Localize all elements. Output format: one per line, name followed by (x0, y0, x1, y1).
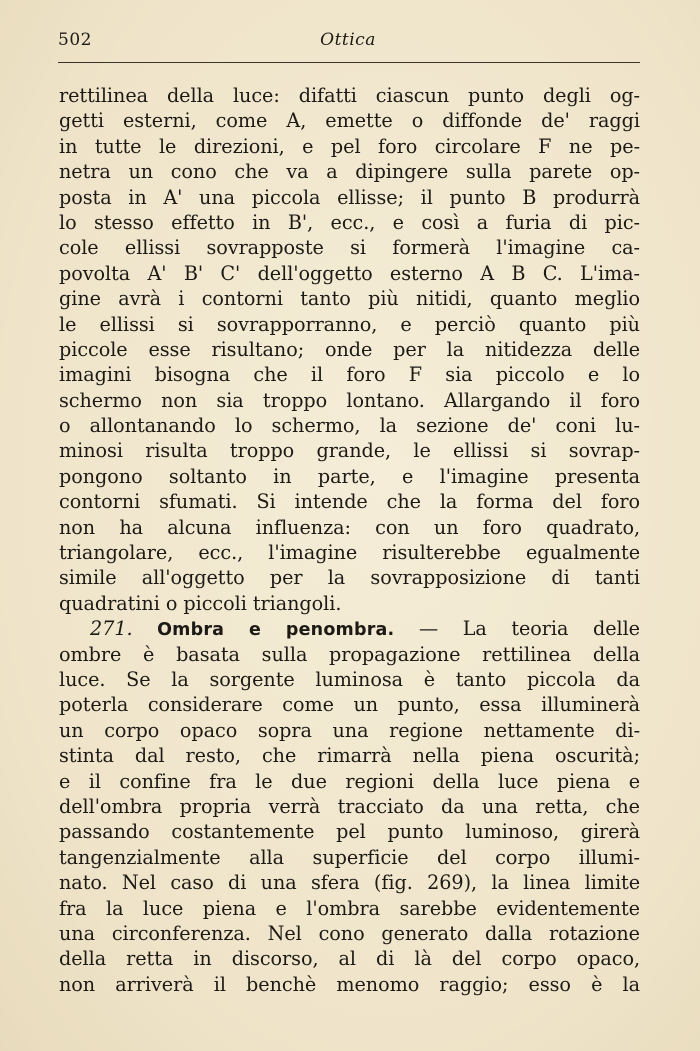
text-line: una circonferenza. Nel cono generato dalla rotazione (59, 921, 640, 945)
text-line: piccole esse risultano; onde per la nitidezza delle (59, 337, 640, 361)
page-header (58, 30, 638, 56)
text-line: netra un cono che va a dipingere sulla parete op- (59, 160, 640, 184)
section-first-line-text: — La teoria delle (418, 617, 640, 641)
section-number: 271. (90, 617, 133, 641)
text-line: rettilinea della luce: difatti ciascun punto degli og- (59, 84, 640, 107)
text-line: poterla considerare come un punto, essa illuminerà (59, 693, 640, 717)
section-heading-line (59, 616, 640, 641)
text-line: un corpo opaco sopra una regione nettamente di- (59, 718, 640, 742)
text-line: pongono soltanto in parte, e l'imagine presenta (59, 464, 640, 488)
text-line: imagini bisogna che il foro F sia piccolo e lo (59, 363, 640, 387)
text-line: cole ellissi sovrapposte si formerà l'imagine ca- (59, 236, 640, 260)
text-line: della retta in discorso, al di là del corpo opaco, (59, 947, 640, 971)
text-line: non ha alcuna influenza: con un foro quadrato, (59, 515, 640, 539)
text-line: schermo non sia troppo lontano. Allargando il foro (59, 388, 640, 412)
text-line: quadratini o piccoli triangoli. (59, 591, 342, 615)
text-line: posta in A' una piccola ellisse; il punto B produrrà (59, 185, 640, 209)
text-line: povolta A' B' C' dell'oggetto esterno A B C. L'ima- (59, 261, 640, 285)
text-line: triangolare, ecc., l'imagine risulterebbe egualmente (59, 541, 640, 565)
section-title: Ombra e penombra. (157, 620, 395, 641)
text-line: simile all'oggetto per la sovrapposizione di tanti (59, 566, 640, 590)
text-line: lo stesso effetto in B', ecc., e così a furia di pic- (59, 210, 640, 234)
text-line: stinta dal resto, che rimarrà nella piena oscurità; (59, 744, 640, 768)
text-line: dell'ombra propria verrà tracciato da una retta, che (59, 794, 640, 818)
text-line: ombre è basata sulla propagazione rettilinea della (59, 642, 640, 666)
running-title: Ottica (320, 30, 376, 50)
text-line: minosi risulta troppo grande, le ellissi si sovrap- (59, 439, 640, 463)
page-body (59, 83, 640, 997)
text-line: nato. Nel caso di una sfera (fig. 269), la linea limite (59, 871, 640, 895)
text-line: contorni sfumati. Si intende che la forma del foro (59, 490, 640, 514)
text-line: passando costantemente pel punto luminoso, girerà (59, 820, 640, 844)
text-line: luce. Se la sorgente luminosa è tanto piccola da (59, 667, 640, 691)
text-line: gine avrà i contorni tanto più nitidi, quanto meglio (59, 287, 640, 311)
text-line: getti esterni, come A, emette o diffonde de' raggi (59, 109, 640, 133)
text-line: le ellissi si sovrapporranno, e perciò quanto più (59, 312, 640, 336)
text-line: in tutte le direzioni, e pel foro circolare F ne pe- (59, 134, 640, 158)
text-line: non arriverà il benchè menomo raggio; esso è la (59, 972, 640, 996)
page-number: 502 (58, 30, 92, 50)
text-line: o allontanando lo schermo, la sezione de' coni lu- (59, 414, 640, 438)
text-line: e il confine fra le due regioni della luce piena e (59, 769, 640, 793)
text-line: fra la luce piena e l'ombra sarebbe evidentemente (59, 896, 640, 920)
header-rule (58, 62, 640, 63)
text-line: tangenzialmente alla superficie del corpo illumi- (59, 845, 640, 869)
